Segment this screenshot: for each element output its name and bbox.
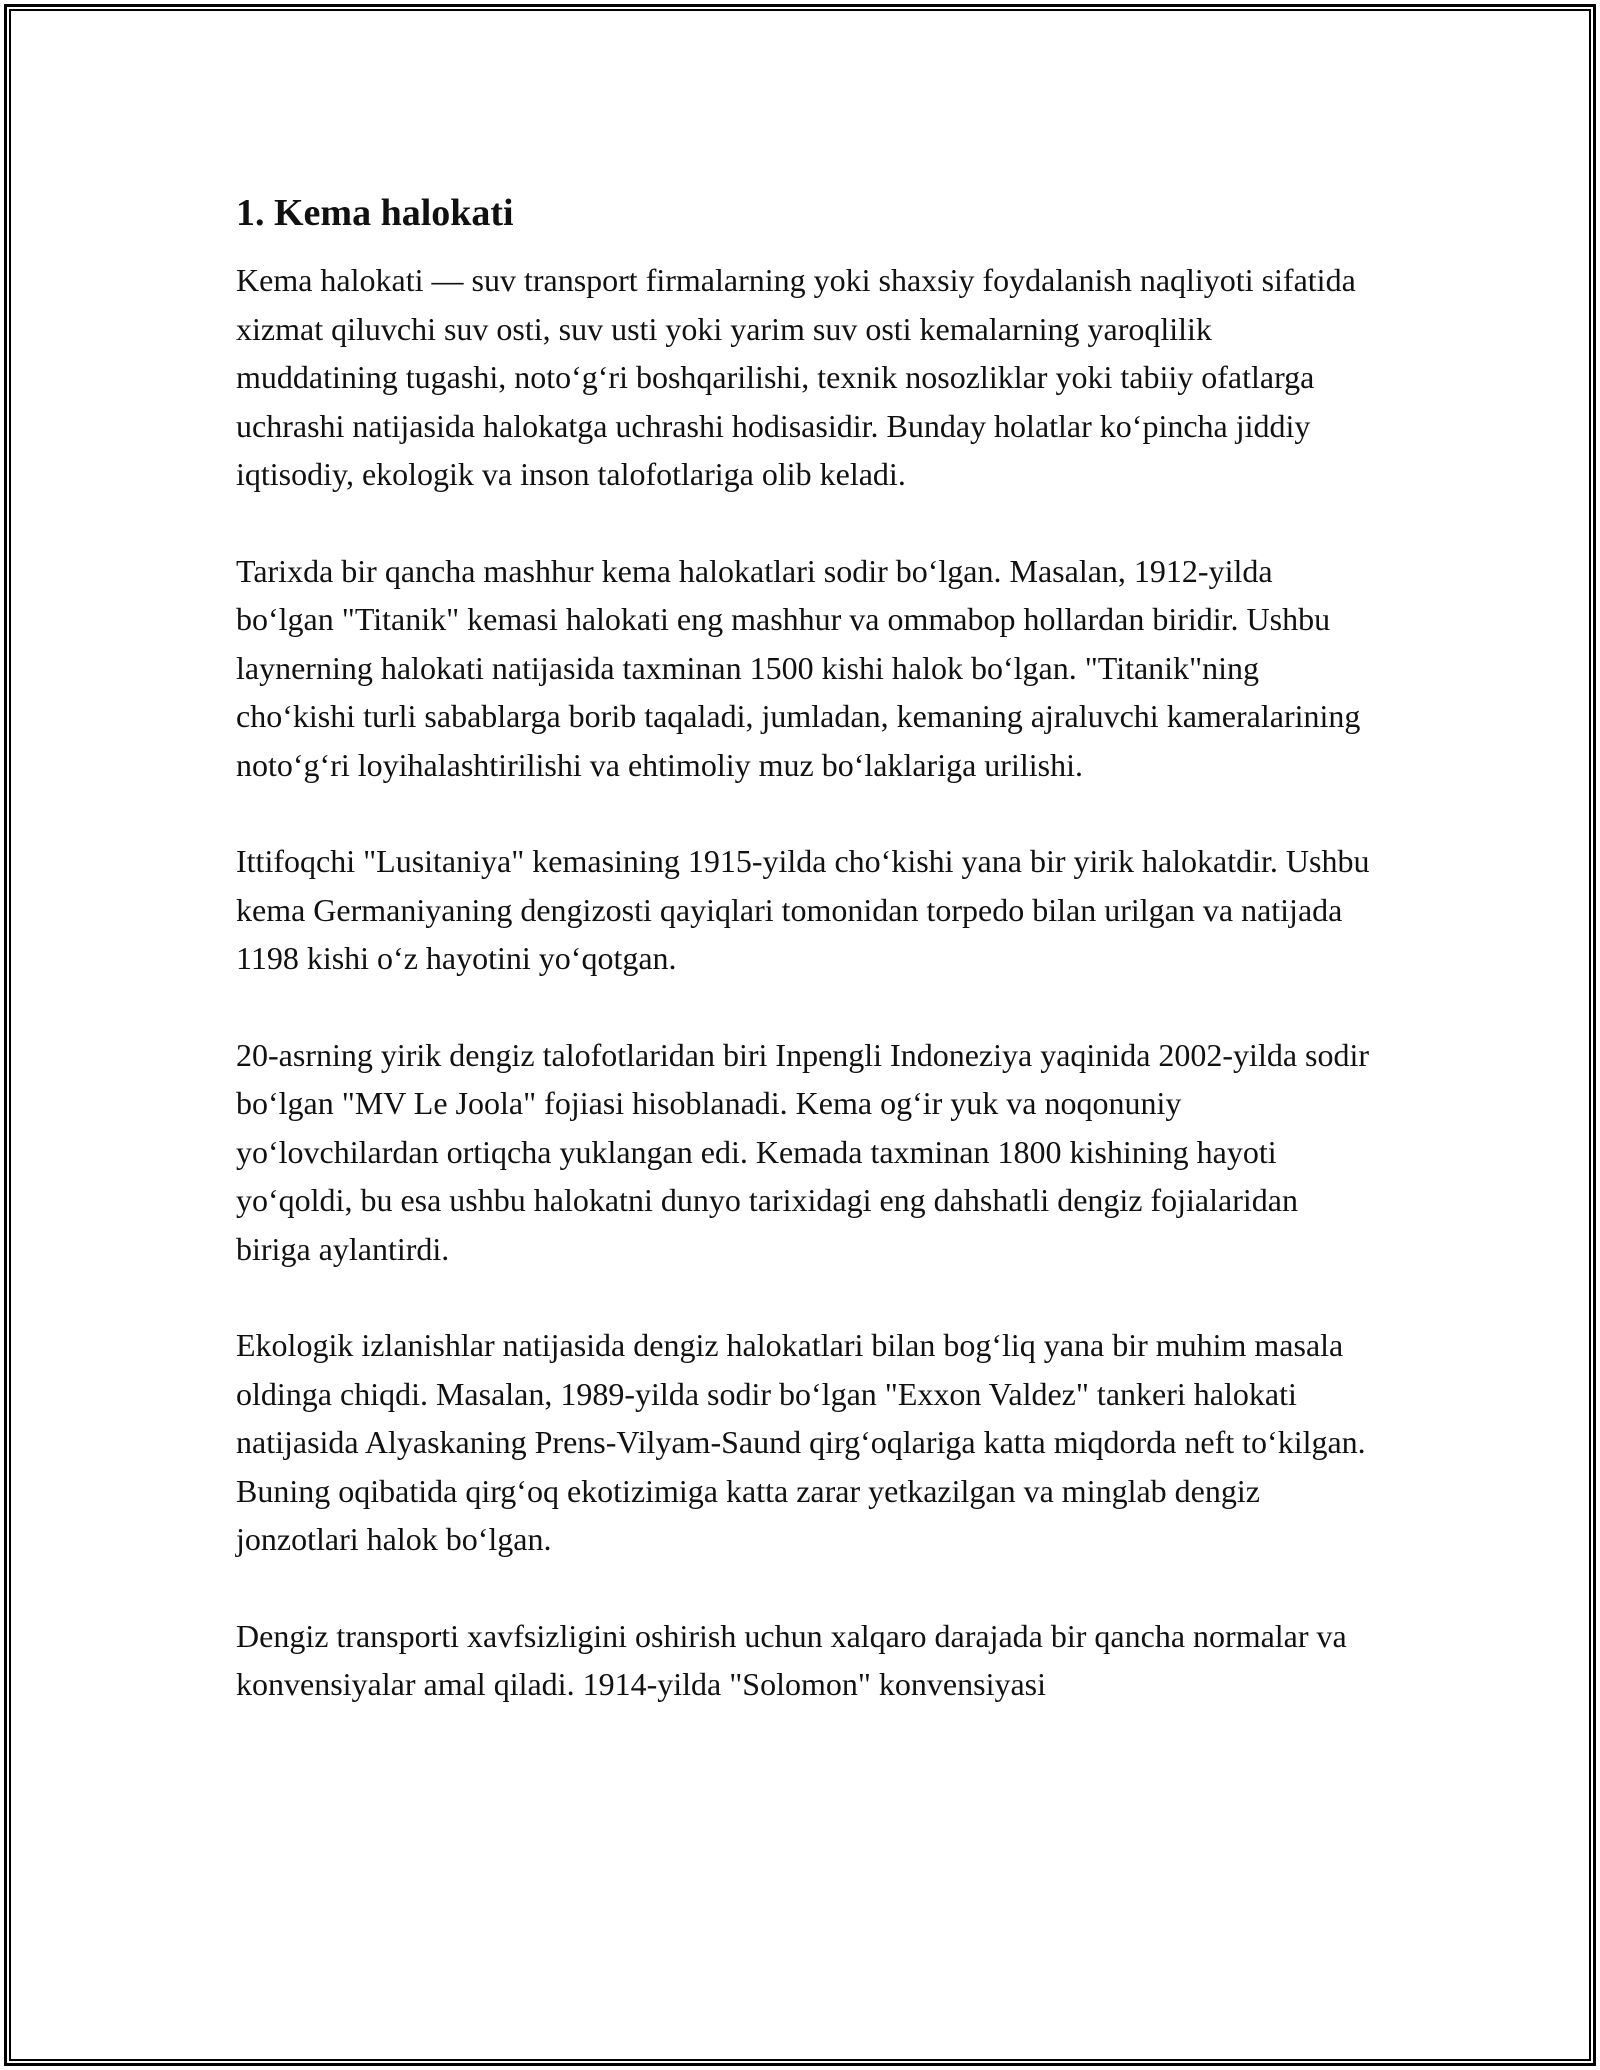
- paragraph-definition: Kema halokati — suv transport firmalarning yoki shaxsiy foydalanish naqliyoti sifatida xizmat qiluvchi suv osti, suv usti yoki yarim suv osti kemalarning yaroqlilik muddatining tugashi, noto‘g‘ri boshqarilishi, texnik nosozliklar yoki tabiiy ofatlarga uchrashi natijasida halokatga uchrashi hodisasidir. Bunday holatlar ko‘pincha jiddiy iqtisodiy, ekologik va inson talofotlariga olib keladi.: [236, 262, 1356, 492]
- document-body: [236, 184, 1376, 1757]
- paragraph-titanic: Tarixda bir qancha mashhur kema halokatlari sodir bo‘lgan. Masalan, 1912-yilda bo‘lgan "Titanik" kemasi halokati eng mashhur va ommabop hollardan biridir. Ushbu laynerning halokati natijasida taxminan 1500 kishi halok bo‘lgan. "Titanik"ning cho‘kishi turli sabablarga borib taqaladi, jumladan, kemaning ajraluvchi kameralarining noto‘g‘ri loyihalashtirilishi va ehtimoliy muz bo‘laklariga urilishi.: [236, 552, 1361, 783]
- section-heading: 1. Kema halokati: [236, 192, 514, 234]
- paragraph-safety-conventions: Dengiz transporti xavfsizligini oshirish uchun xalqaro darajada bir qancha normalar va konvensiyalar amal qiladi. 1914-yilda "Solomon" konvensiyasi: [236, 1617, 1347, 1702]
- paragraph-lusitania: Ittifoqchi "Lusitaniya" kemasining 1915-yilda cho‘kishi yana bir yirik halokatdir. Ushbu kema Germaniyaning dengizosti qayiqlari tomonidan torpedo bilan urilgan va natijada 1198 kishi o‘z hayotini yo‘qotgan.: [236, 843, 1370, 976]
- paragraph-exxon-valdez: Ekologik izlanishlar natijasida dengiz halokatlari bilan bog‘liq yana bir muhim masala oldinga chiqdi. Masalan, 1989-yilda sodir bo‘lgan "Exxon Valdez" tankeri halokati natijasida Alyaskaning Prens-Vilyam-Saund qirg‘oqlariga katta miqdorda neft to‘kilgan. Buning oqibatida qirg‘oq ekotizimiga katta zarar yetkazilgan va minglab dengiz jonzotlari halok bo‘lgan.: [236, 1327, 1366, 1557]
- paragraph-le-joola: 20-asrning yirik dengiz talofotlaridan biri Inpengli Indoneziya yaqinida 2002-yilda sodir bo‘lgan "MV Le Joola" fojiasi hisoblanadi. Kema og‘ir yuk va noqonuniy yo‘lovchilardan ortiqcha yuklangan edi. Kemada taxminan 1800 kishining hayoti yo‘qoldi, bu esa ushbu halokatni dunyo tarixidagi eng dahshatli dengiz fojialaridan biriga aylantirdi.: [236, 1036, 1370, 1267]
